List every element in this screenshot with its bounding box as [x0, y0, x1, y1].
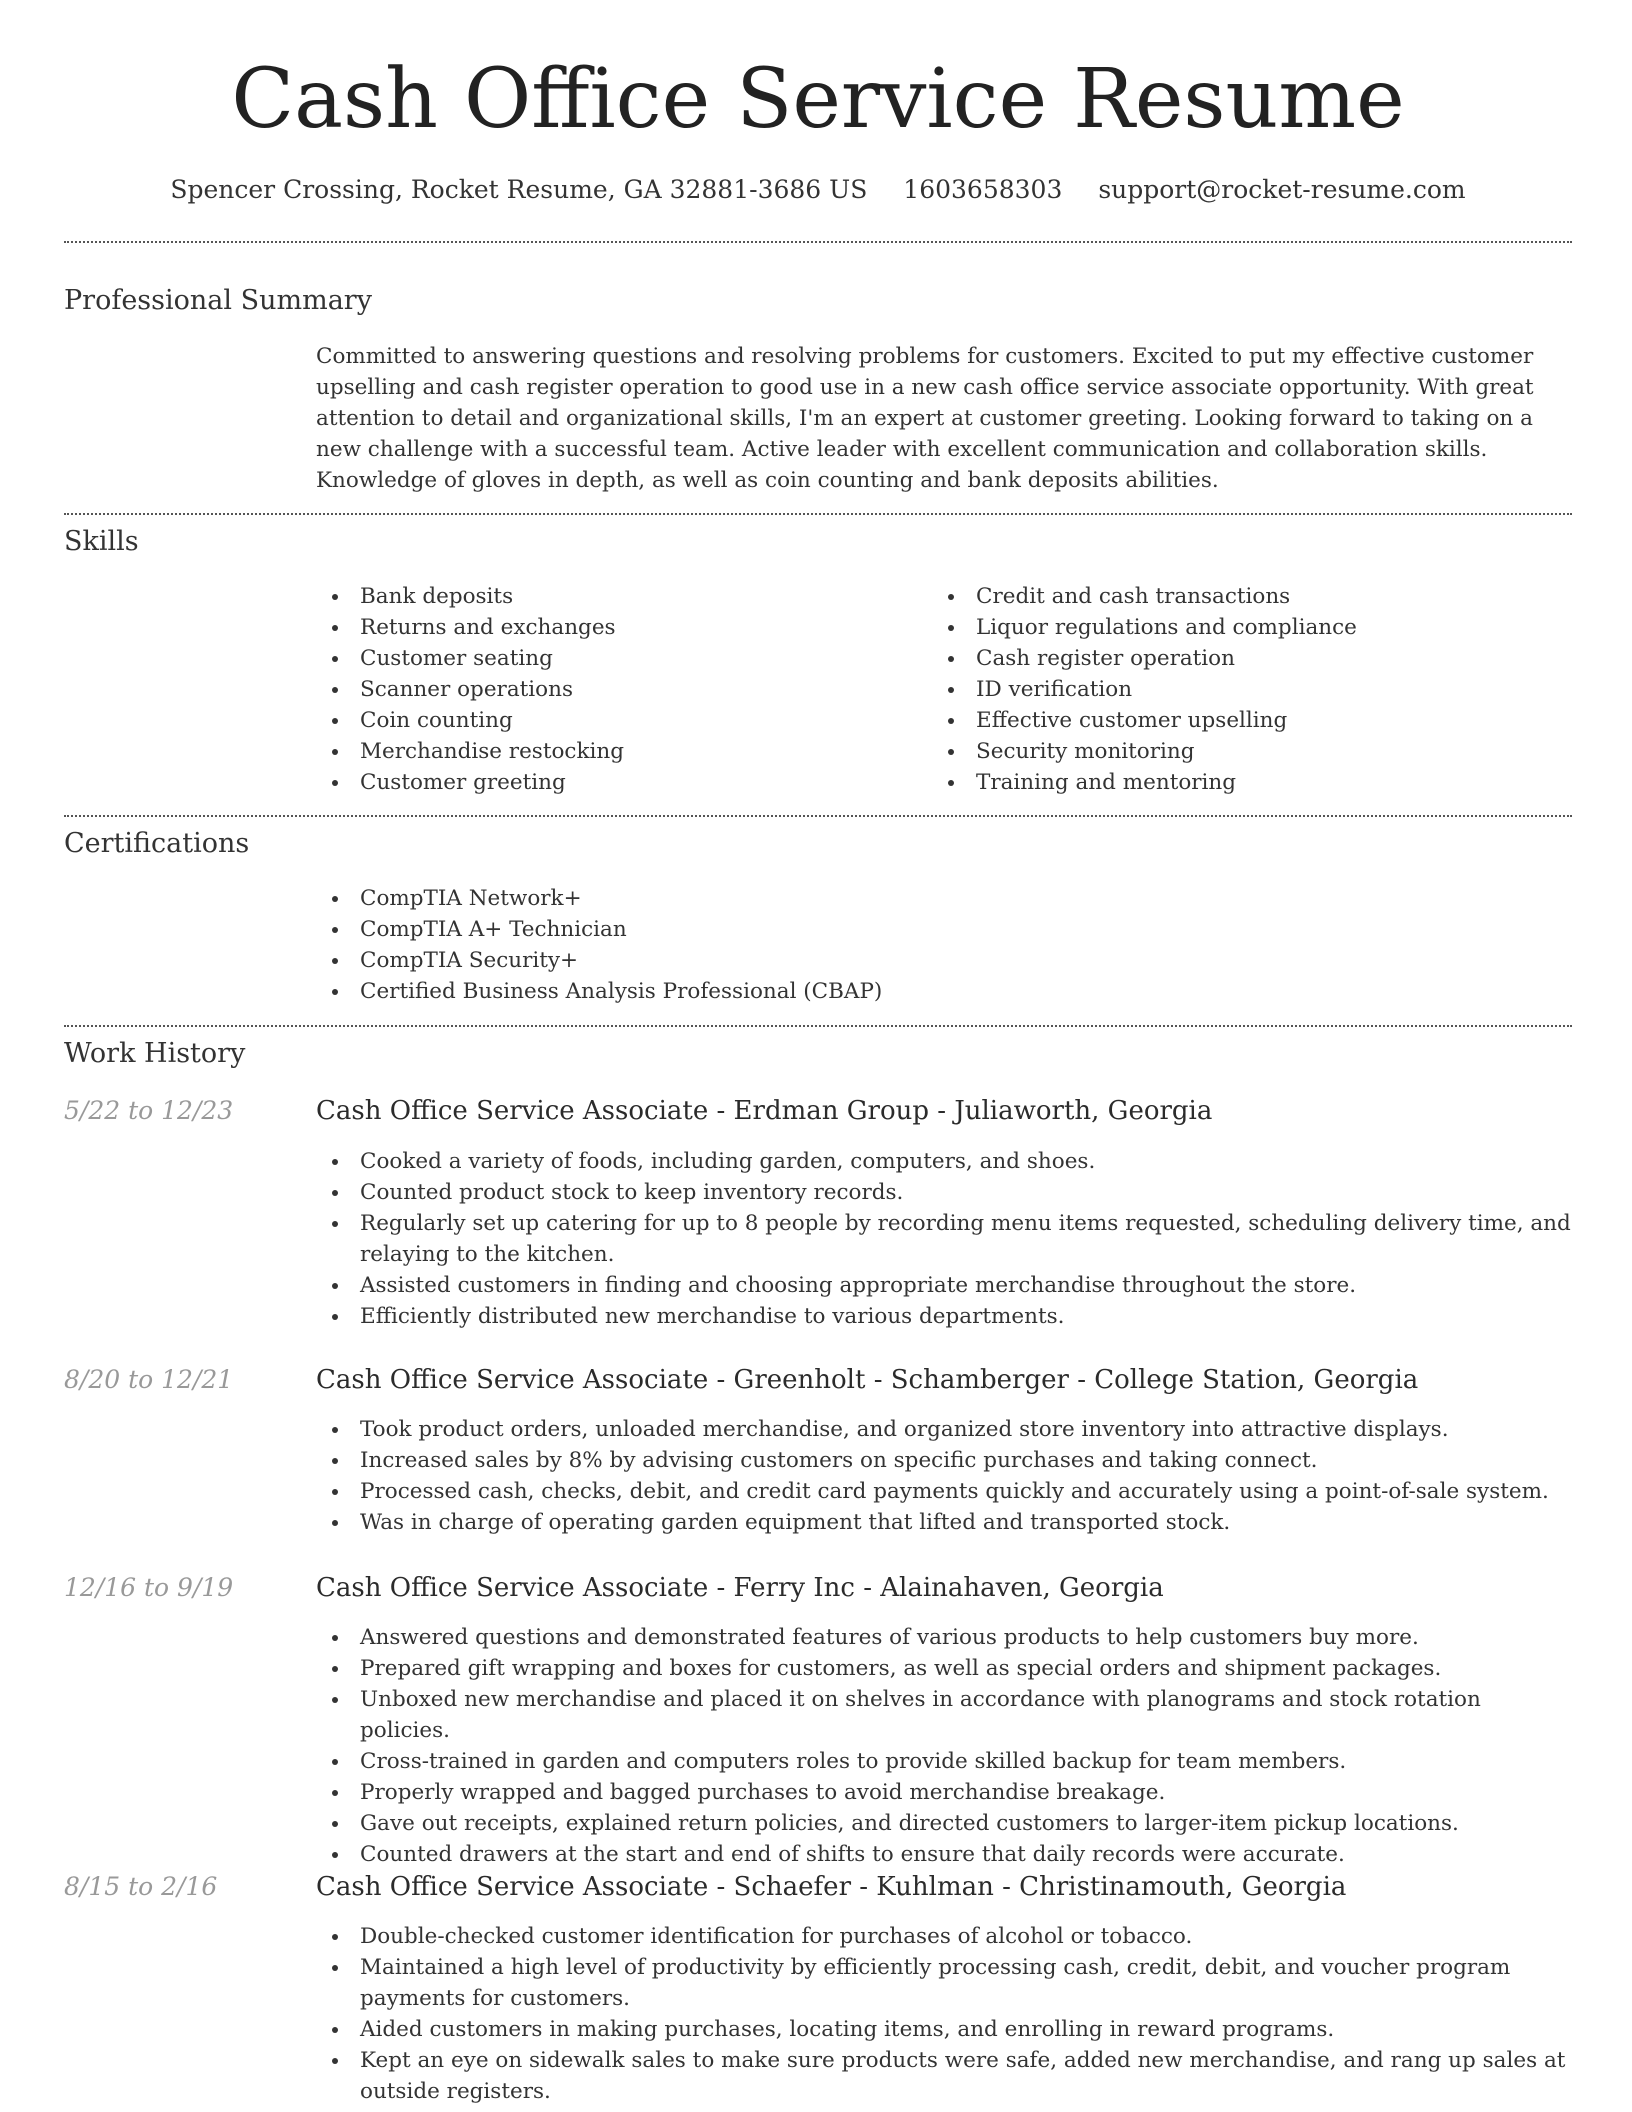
job-title: Cash Office Service Associate - Greenholt - Schamberger - College Station, Georgia — [316, 1365, 1419, 1395]
work-history-heading: Work History — [64, 1038, 246, 1069]
skill-item: Bank deposits — [316, 581, 916, 612]
certification-item: Certified Business Analysis Professional (CBAP) — [316, 976, 1572, 1007]
section-divider — [64, 815, 1572, 817]
job-bullet: Processed cash, checks, debit, and credit card payments quickly and accurately using a point-of-sale system. — [316, 1476, 1572, 1507]
summary-text: Committed to answering questions and resolving problems for customers. Excited to put my effective customer upselling and cash register operation to good use in a new cash office service associate opportunity. With great attention to detail and organizational skills, I'm an expert at customer greeting. Looking forward to taking on a new challenge with a successful team. Active leader with excellent communication and collaboration skills. Knowledge of gloves in depth, as well as coin counting and bank deposits abilities. — [316, 344, 1534, 493]
job-bullet: Took product orders, unloaded merchandise, and organized store inventory into attractive displays. — [316, 1414, 1572, 1445]
skill-item: Effective customer upselling — [932, 705, 1572, 736]
skill-item: Cash register operation — [932, 643, 1572, 674]
job-bullet: Efficiently distributed new merchandise to various departments. — [316, 1301, 1572, 1332]
job-bullets — [316, 1414, 1572, 1538]
job-bullets — [316, 1921, 1572, 2107]
skill-item: Credit and cash transactions — [932, 581, 1572, 612]
skills-list-right — [932, 581, 1572, 798]
job-bullet: Properly wrapped and bagged purchases to avoid merchandise breakage. — [316, 1777, 1572, 1808]
job-dates: 12/16 to 9/19 — [64, 1573, 234, 1602]
job-bullet: Cross-trained in garden and computers roles to provide skilled backup for team members. — [316, 1746, 1572, 1777]
job-bullet: Maintained a high level of productivity by efficiently processing cash, credit, debit, and voucher program payments for customers. — [316, 1952, 1572, 2014]
job-bullet: Was in charge of operating garden equipment that lifted and transported stock. — [316, 1507, 1572, 1538]
job-title: Cash Office Service Associate - Schaefer - Kuhlman - Christinamouth, Georgia — [316, 1872, 1347, 1902]
certification-item: CompTIA Network+ — [316, 883, 1572, 914]
job-bullets — [316, 1622, 1572, 1870]
skill-item: Returns and exchanges — [316, 612, 916, 643]
job-bullet: Double-checked customer identification for purchases of alcohol or tobacco. — [316, 1921, 1572, 1952]
contact-line — [64, 170, 1572, 210]
resume-title: Cash Office Service Resume — [231, 52, 1405, 147]
job-bullet: Aided customers in making purchases, locating items, and enrolling in reward programs. — [316, 2014, 1572, 2045]
job-bullet: Regularly set up catering for up to 8 people by recording menu items requested, scheduling delivery time, and relaying to the kitchen. — [316, 1208, 1572, 1270]
job-bullet: Cooked a variety of foods, including garden, computers, and shoes. — [316, 1146, 1572, 1177]
job-bullet: Counted product stock to keep inventory records. — [316, 1177, 1572, 1208]
skill-item: Customer seating — [316, 643, 916, 674]
job-title: Cash Office Service Associate - Erdman Group - Juliaworth, Georgia — [316, 1096, 1213, 1126]
contact-address: Spencer Crossing, Rocket Resume, GA 32881-3686 US — [170, 175, 868, 204]
section-divider — [64, 241, 1572, 243]
summary-heading: Professional Summary — [64, 285, 372, 316]
job-bullet: Counted drawers at the start and end of shifts to ensure that daily records were accurate. — [316, 1839, 1572, 1870]
job-dates: 8/15 to 2/16 — [64, 1872, 218, 1901]
contact-phone: 1603658303 — [903, 175, 1063, 204]
job-bullet: Increased sales by 8% by advising customers on specific purchases and taking connect. — [316, 1445, 1572, 1476]
section-divider — [64, 1025, 1572, 1027]
skill-item: Security monitoring — [932, 736, 1572, 767]
skills-list-left — [316, 581, 916, 798]
skill-item: Coin counting — [316, 705, 916, 736]
skill-item: Merchandise restocking — [316, 736, 916, 767]
job-bullet: Prepared gift wrapping and boxes for customers, as well as special orders and shipment packages. — [316, 1653, 1572, 1684]
certification-item: CompTIA A+ Technician — [316, 914, 1572, 945]
job-dates: 8/20 to 12/21 — [64, 1365, 234, 1394]
job-bullet: Answered questions and demonstrated features of various products to help customers buy more. — [316, 1622, 1572, 1653]
job-bullet: Kept an eye on sidewalk sales to make sure products were safe, added new merchandise, and rang up sales at outside registers. — [316, 2045, 1572, 2107]
skill-item: ID verification — [932, 674, 1572, 705]
skill-item: Scanner operations — [316, 674, 916, 705]
job-title: Cash Office Service Associate - Ferry Inc - Alainahaven, Georgia — [316, 1573, 1164, 1603]
skill-item: Customer greeting — [316, 767, 916, 798]
skill-item: Training and mentoring — [932, 767, 1572, 798]
job-bullet: Unboxed new merchandise and placed it on shelves in accordance with planograms and stock rotation policies. — [316, 1684, 1572, 1746]
certifications-list — [316, 883, 1572, 1007]
job-bullets — [316, 1146, 1572, 1332]
job-bullet: Gave out receipts, explained return policies, and directed customers to larger-item pickup locations. — [316, 1808, 1572, 1839]
skill-item: Liquor regulations and compliance — [932, 612, 1572, 643]
certification-item: CompTIA Security+ — [316, 945, 1572, 976]
skills-heading: Skills — [64, 526, 139, 557]
job-dates: 5/22 to 12/23 — [64, 1096, 234, 1125]
section-divider — [64, 513, 1572, 515]
certifications-heading: Certifications — [64, 828, 250, 859]
contact-email[interactable]: support@rocket-resume.com — [1098, 175, 1466, 204]
job-bullet: Assisted customers in finding and choosing appropriate merchandise throughout the store. — [316, 1270, 1572, 1301]
